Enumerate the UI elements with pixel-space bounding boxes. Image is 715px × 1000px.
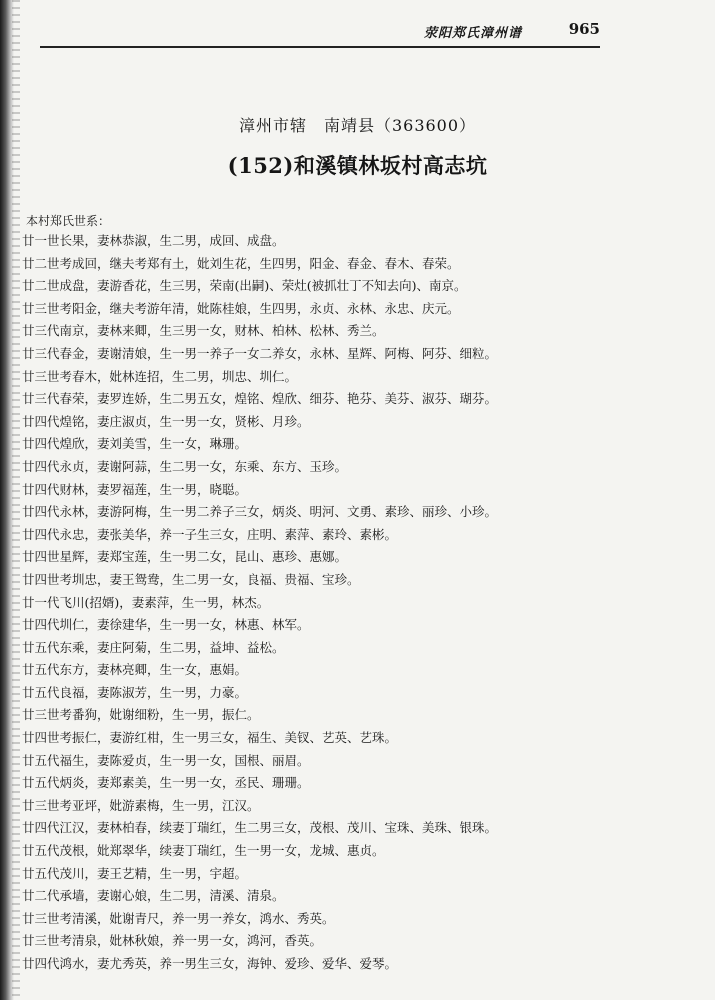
section-title: (152)和溪镇林坂村高志坑	[227, 153, 488, 178]
lineage-entry: 廿五代茂根，妣郑翠华，续妻丁瑞红，生一男一女，龙城、惠贞。	[22, 843, 385, 859]
lineage-list	[22, 230, 692, 976]
lineage-entry: 廿三代春荣，妻罗连娇，生二男五女，煌铭、煌欣、细芬、艳芬、美芬、淑芬、瑚芬。	[22, 391, 498, 407]
lineage-intro: 本村郑氏世系：	[26, 214, 111, 228]
lineage-entry: 廿五代福生，妻陈爱贞，生一男一女，国根、丽眉。	[22, 752, 310, 768]
lineage-entry: 廿四代鸿水，妻尤秀英，养一男生三女，海钟、爱珍、爱华、爱琴。	[22, 956, 398, 971]
lineage-entry: 廿五代茂川，妻王艺精，生一男，宇超。	[22, 865, 248, 881]
lineage-entry: 廿四世考振仁，妻游红柑，生一男三女，福生、美钗、艺英、艺珠。	[22, 730, 398, 746]
lineage-entry: 廿四代江汉，妻林柏春，续妻丁瑞红，生二男三女，茂根、茂川、宝珠、美珠、银珠。	[22, 820, 498, 836]
lineage-entry: 廿三世考番狗，妣谢细粉，生一男，振仁。	[22, 707, 260, 723]
lineage-entry: 廿三代春金，妻谢清娘，生一男一养子一女二养女，永林、星辉、阿梅、阿芬、细粒。	[22, 345, 498, 361]
lineage-entry: 廿五代东乘，妻庄阿菊，生二男，益坤、益松。	[22, 639, 285, 655]
county-subtitle: 漳州市辖 南靖县（363600）	[238, 116, 477, 135]
lineage-entry: 廿三世考阳金，继夫考游年清，妣陈桂娘，生四男，永贞、永林、永忠、庆元。	[22, 300, 460, 316]
lineage-entry: 廿一代飞川(招婿)，妻素萍，生一男，林杰。	[22, 594, 270, 610]
lineage-entry: 廿五代炳炎，妻郑素美，生一男一女，丞民、珊珊。	[22, 775, 310, 791]
book-title: 荥阳郑氏漳州谱	[423, 26, 522, 41]
lineage-entry: 廿三世考清溪，妣谢青尺，养一男一养女，鸿水、秀英。	[22, 910, 335, 926]
lineage-entry: 廿四代圳仁，妻徐建华，生一男一女，林惠、林军。	[22, 617, 310, 633]
lineage-entry: 廿四代煌铭，妻庄淑贞，生一男一女，贤彬、月珍。	[22, 413, 310, 429]
lineage-entry: 廿二代承墙，妻谢心娘，生二男，清溪、清泉。	[22, 888, 285, 904]
lineage-entry: 廿四世星辉，妻郑宝莲，生一男二女，昆山、惠珍、惠娜。	[22, 549, 348, 565]
lineage-entry: 廿五代良福，妻陈淑芳，生一男，力豪。	[22, 684, 248, 700]
lineage-entry: 廿四代财林，妻罗福莲，生一男，晓聪。	[22, 481, 248, 497]
lineage-entry: 廿四世考圳忠，妻王鸳鸯，生二男一女，良福、贵福、宝珍。	[22, 571, 360, 587]
lineage-entry: 廿二世考成回，继夫考郑有土，妣刘生花，生四男，阳金、春金、春木、春荣。	[22, 255, 460, 271]
lineage-entry: 廿三代南京，妻林来卿，生三男一女，财林、柏林、松林、秀兰。	[22, 323, 385, 339]
page-number: 965	[568, 20, 600, 38]
lineage-entry: 廿二世成盘，妻游香花，生三男，荣南(出嗣)、荣灶(被抓壮丁不知去向)、南京。	[22, 278, 467, 294]
running-header	[40, 20, 600, 48]
lineage-entry: 廿四代永忠，妻张美华，养一子生三女，庄明、素萍、素玲、素彬。	[22, 526, 398, 542]
lineage-entry: 廿三世考清泉，妣林秋娘，养一男一女，鸿河，香英。	[22, 933, 323, 949]
lineage-entry: 廿四代煌欣，妻刘美雪，生一女，琳珊。	[22, 436, 248, 452]
lineage-entry: 廿三世考亚坪，妣游素梅，生一男，江汉。	[22, 797, 260, 813]
lineage-entry: 廿三世考春木，妣林连招，生二男，圳忠、圳仁。	[22, 368, 298, 384]
lineage-entry: 廿一世长果，妻林恭淑，生二男，成回、成盘。	[22, 233, 285, 248]
lineage-entry: 廿五代东方，妻林亮卿，生一女，惠娟。	[22, 662, 248, 678]
lineage-entry: 廿四代永贞，妻谢阿蒜，生二男一女，东乘、东方、玉珍。	[22, 458, 348, 474]
lineage-entry: 廿四代永林，妻游阿梅，生一男二养子三女，炳炎、明河、文勇、素珍、丽珍、小珍。	[22, 504, 498, 520]
